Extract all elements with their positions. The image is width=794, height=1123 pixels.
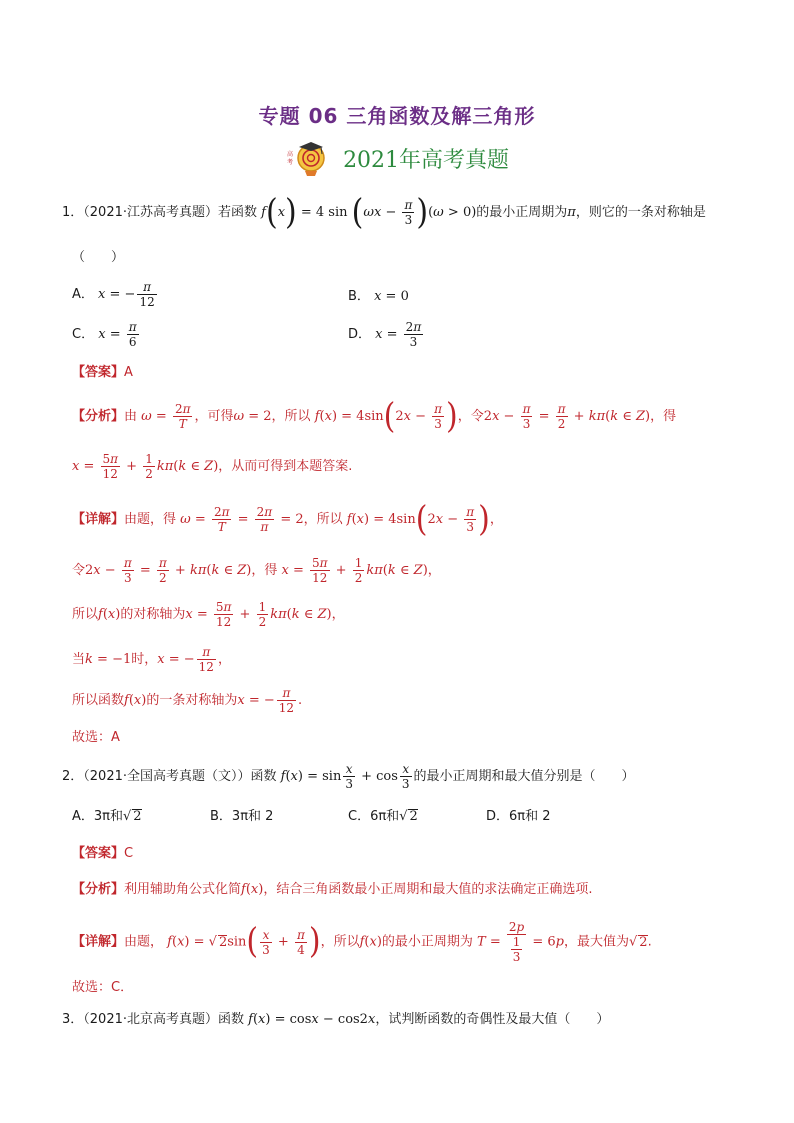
scholar-mascot-icon xyxy=(285,138,331,178)
q1-stem: 1．（2021·江苏高考真题）若函数 f(x) = 4 sin (ωx − $\frac{\pi}{3}$ )(ω > 0)的最小正周期为π，则它的一条对称轴是 xyxy=(62,191,706,233)
q1-paren: （ ） xyxy=(72,250,125,265)
page-subtitle: 2021年高考真题 xyxy=(343,147,510,173)
q1-answer: 【答案】A xyxy=(72,365,133,380)
q1-detail-line5: 所以函数f(x)的一条对称轴为x = − $\frac{\pi}{12}$ . xyxy=(72,686,303,715)
q2-option-a[interactable]: A．3π和√ 2 xyxy=(72,809,142,824)
page-title: 专题 06 三角函数及解三角形 xyxy=(258,104,536,128)
q2-option-c[interactable]: C．6π和√ 2 xyxy=(348,809,418,824)
q2-analysis: 【分析】利用辅助角公式化简f(x)，结合三角函数最小正周期和最大值的求法确定正确选项. xyxy=(72,882,593,897)
q1-option-b[interactable]: B． x = 0 xyxy=(348,289,409,304)
q2-option-d[interactable]: D．6π和 2 xyxy=(486,809,551,824)
q1-analysis-line2: x = $\frac{5\pi}{12}$ + $\frac{1}{2}$ kπ(k ∈ Z)，从而可得到本题答案. xyxy=(72,452,353,481)
q2-answer: 【答案】C xyxy=(72,846,134,861)
q1-option-a[interactable]: A． x = − $\frac{\pi}{12}$ xyxy=(72,280,155,309)
q1-detail-line4: 当k = −1时，x = − $\frac{\pi}{12}$ ， xyxy=(72,645,231,674)
q1-detail-line3: 所以f(x)的对称轴为x = $\frac{5\pi}{12}$ + $\frac{1}{2}$ kπ(k ∈ Z)， xyxy=(72,600,345,629)
q3-stem: 3．（2021·北京高考真题）函数 f(x) = cosx − cos2x，试判断函数的奇偶性及最大值（ ） xyxy=(62,1012,610,1027)
subtitle-row xyxy=(0,138,794,178)
q1-detail-line1: 【详解】由题，得 ω = $\frac{2\pi}{T}$ = $\frac{2\pi}{\pi}$ = 2，所以 f(x) = 4sin(2x − $\frac{\pi}{3}$ )， xyxy=(72,498,503,540)
svg-text:考: 考 xyxy=(286,159,293,166)
q1-option-d[interactable]: D． x = $\frac{2\pi}{3}$ xyxy=(348,320,422,349)
q1-analysis-line1: 【分析】由 ω = $\frac{2\pi}{T}$ ，可得ω = 2，所以 f(x) = 4sin(2x − $\frac{\pi}{3}$ )，令2x − $\frac{\pi}{3}$ = $\frac{\pi}{2}$ + kπ(k ∈ Z)，得 xyxy=(72,395,677,437)
q2-option-b[interactable]: B．3π和 2 xyxy=(210,809,274,824)
q1-choose: 故选：A xyxy=(72,730,120,745)
svg-text:高: 高 xyxy=(286,151,293,158)
q2-stem: 2．（2021·全国高考真题（文））函数 f(x) = sin $\frac{x}{3}$ + cos $\frac{x}{3}$ 的最小正周期和最大值分别是（ ） xyxy=(62,762,635,791)
q1-detail-line2: 令2x − $\frac{\pi}{3}$ = $\frac{\pi}{2}$ + kπ(k ∈ Z)，得 x = $\frac{5\pi}{12}$ + $\frac{1}{2}$ kπ(k ∈ Z)， xyxy=(72,556,441,585)
q1-option-c[interactable]: C． x = $\frac{\pi}{6}$ xyxy=(72,320,137,349)
q2-detail: 【详解】由题， f(x) = √ 2sin( $\frac{x}{3}$ + $\frac{\pi}{4}$ )，所以f(x)的最小正周期为 T = $\frac{2p}{\frac{1}{3}}$ = 6p，最大值为√ 2. xyxy=(72,920,652,964)
q2-choose: 故选：C． xyxy=(72,980,134,995)
